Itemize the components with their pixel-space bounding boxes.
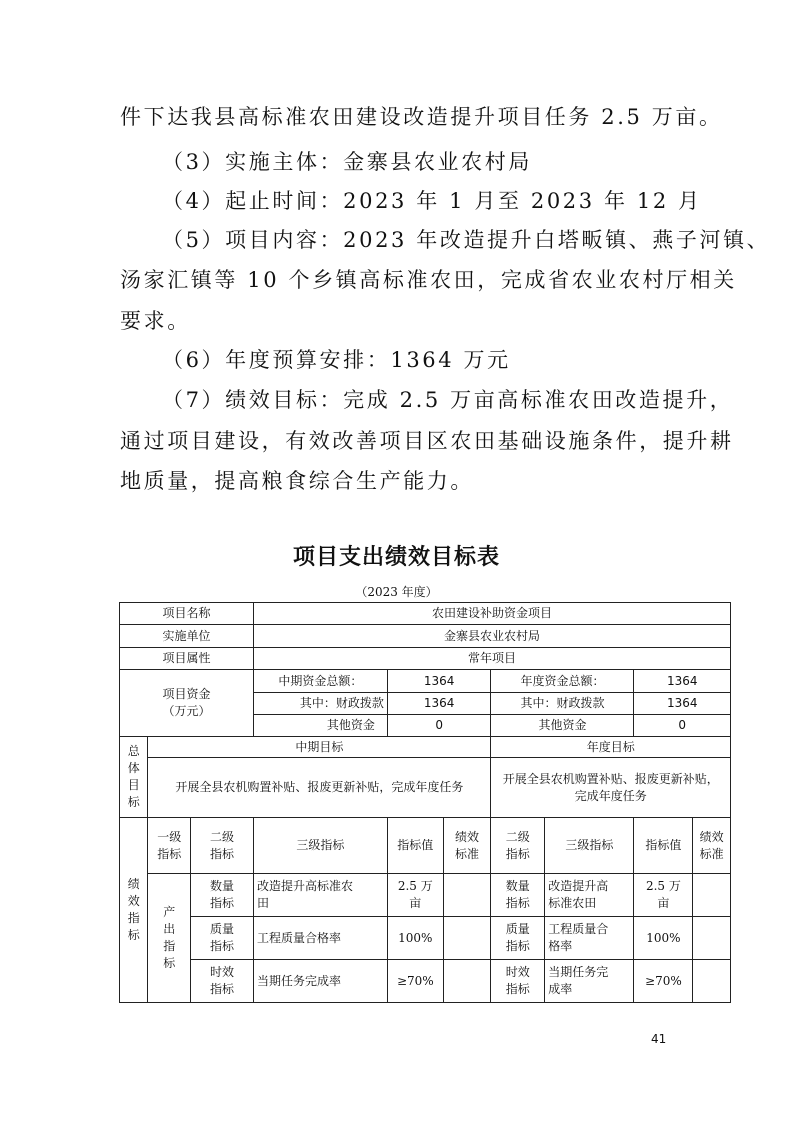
table-row (120, 670, 731, 693)
level2-cell (491, 874, 545, 917)
paragraph-line: 汤家汇镇等 10 个乡镇高标准农田，完成省农业农村厅相关 (120, 268, 737, 292)
header-text: 一级 (157, 829, 182, 844)
overall-goal-char: 体 (127, 761, 140, 775)
cell-text: 指标 (209, 896, 234, 910)
cell-text: 田 (256, 896, 269, 910)
level3-cell: 工程质量合格率 (253, 917, 387, 960)
table-year: （2023 年度） (355, 585, 438, 599)
perf-indicator-label (120, 818, 148, 1003)
cell-text: 数量 (505, 879, 530, 893)
year-total-value: 1364 (634, 670, 731, 693)
cell-text: 时效 (505, 965, 530, 979)
page-number: 41 (651, 1032, 667, 1046)
attr-value: 常年项目 (253, 648, 730, 670)
header-standard (443, 818, 491, 874)
cell-text: 指标 (209, 982, 234, 996)
header-text: 标准 (455, 846, 480, 861)
value-cell (387, 874, 443, 917)
funds-label (120, 670, 254, 737)
value-cell: ≥70% (634, 960, 693, 1003)
header-level2 (191, 818, 254, 874)
paragraph-line: （5）项目内容：2023 年改造提升白塔畈镇、燕子河镇、 (162, 228, 771, 252)
header-level3: 三级指标 (545, 818, 634, 874)
perf-char: 标 (127, 928, 140, 942)
paragraph-line: 要求。 (120, 309, 191, 333)
mid-other-label: 其他资金 (253, 715, 387, 737)
table-row (120, 960, 731, 1003)
project-name-label: 项目名称 (120, 603, 254, 625)
paragraph-line: （6）年度预算安排：1364 万元 (162, 348, 511, 372)
cell-text: 当期任务完 (548, 965, 609, 979)
cell-text: 质量 (505, 922, 530, 936)
header-value: 指标值 (387, 818, 443, 874)
value-cell: 100% (634, 917, 693, 960)
level2-cell (191, 917, 254, 960)
header-text: 绩效 (699, 829, 724, 844)
output-indicator-label (148, 874, 191, 1003)
cell-text: 2.5 万 (645, 879, 681, 893)
header-text: 标准 (699, 846, 724, 861)
output-char: 标 (163, 956, 176, 970)
mid-total-value: 1364 (387, 670, 491, 693)
output-char: 出 (163, 922, 176, 936)
unit-value: 金寨县农业农村局 (253, 625, 730, 648)
standard-cell (693, 960, 731, 1003)
year-fiscal-value: 1364 (634, 693, 731, 715)
mid-total-label: 中期资金总额： (253, 670, 387, 693)
table-title: 项目支出绩效目标表 (292, 545, 500, 570)
paragraph-line: 件下达我县高标准农田建设改造提升项目任务 2.5 万亩。 (120, 105, 723, 129)
level2-cell (491, 960, 545, 1003)
perf-char: 指 (127, 911, 140, 925)
cell-text: 工程质量合 (548, 922, 609, 936)
header-text: 绩效 (455, 829, 480, 844)
header-text: 指标 (157, 846, 182, 861)
header-text: 指标 (209, 846, 234, 861)
cell-text: 改造提升高标准农 (256, 879, 353, 893)
mid-other-value: 0 (387, 715, 491, 737)
cell-text: 亩 (657, 896, 670, 910)
funds-unit-text: （万元） (162, 704, 211, 718)
table-row (120, 737, 731, 758)
level3-cell (545, 960, 634, 1003)
cell-text: 格率 (548, 939, 573, 953)
attr-label: 项目属性 (120, 648, 254, 670)
level2-cell (191, 960, 254, 1003)
paragraph-line: （4）起止时间：2023 年 1 月至 2023 年 12 月 (162, 189, 702, 213)
level3-cell (253, 874, 387, 917)
header-text: 指标 (505, 846, 530, 861)
table-row (120, 874, 731, 917)
overall-goal-char: 总 (127, 744, 140, 758)
level3-cell (545, 917, 634, 960)
year-goal-text (491, 758, 731, 818)
mid-fiscal-value: 1364 (387, 693, 491, 715)
year-goal-header: 年度目标 (491, 737, 731, 758)
unit-label: 实施单位 (120, 625, 254, 648)
table-row (120, 625, 731, 648)
mid-fiscal-label: 其中：财政拨款 (253, 693, 387, 715)
project-name-value: 农田建设补助资金项目 (253, 603, 730, 625)
table-row (120, 917, 731, 960)
level3-cell: 当期任务完成率 (253, 960, 387, 1003)
paragraph-line: 地质量，提高粮食综合生产能力。 (120, 469, 474, 493)
header-text: 二级 (505, 829, 530, 844)
standard-cell (693, 874, 731, 917)
year-fiscal-label: 其中：财政拨款 (491, 693, 634, 715)
table-row (120, 818, 731, 874)
cell-text: 改造提升高 (548, 879, 609, 893)
level2-cell (191, 874, 254, 917)
cell-text: 标准农田 (548, 896, 597, 910)
funds-label-text: 项目资金 (162, 687, 211, 701)
header-level3: 三级指标 (253, 818, 387, 874)
header-standard (693, 818, 731, 874)
value-cell: ≥70% (387, 960, 443, 1003)
cell-text: 2.5 万 (397, 879, 433, 893)
year-other-value: 0 (634, 715, 731, 737)
overall-goal-char: 标 (127, 795, 140, 809)
table-row (120, 603, 731, 625)
year-goal-line: 开展全县农机购置补贴、报废更新补贴， (502, 771, 719, 786)
performance-target-table (119, 602, 731, 1003)
year-total-label: 年度资金总额： (491, 670, 634, 693)
cell-text: 指标 (209, 939, 234, 953)
value-cell (634, 874, 693, 917)
overall-goal-label (120, 737, 148, 818)
cell-text: 数量 (209, 879, 234, 893)
value-cell: 100% (387, 917, 443, 960)
header-level1 (148, 818, 191, 874)
table-row (120, 758, 731, 818)
year-other-label: 其他资金 (491, 715, 634, 737)
header-value: 指标值 (634, 818, 693, 874)
perf-char: 绩 (127, 877, 140, 891)
cell-text: 指标 (505, 939, 530, 953)
paragraph-line: （7）绩效目标：完成 2.5 万亩高标准农田改造提升， (162, 388, 734, 412)
cell-text: 成率 (548, 982, 573, 996)
standard-cell (443, 874, 491, 917)
cell-text: 质量 (209, 922, 234, 936)
cell-text: 指标 (505, 896, 530, 910)
table-row (120, 648, 731, 670)
paragraph-line: （3）实施主体：金寨县农业农村局 (162, 150, 532, 174)
level3-cell (545, 874, 634, 917)
paragraph-line: 通过项目建设，有效改善项目区农田基础设施条件，提升耕 (120, 429, 734, 453)
output-char: 产 (163, 905, 176, 919)
cell-text: 亩 (409, 896, 422, 910)
mid-goal-text: 开展全县农机购置补贴、报废更新补贴，完成年度任务 (148, 758, 491, 818)
year-goal-line: 完成年度任务 (574, 788, 647, 803)
header-text: 二级 (209, 829, 234, 844)
header-level2 (491, 818, 545, 874)
cell-text: 指标 (505, 982, 530, 996)
standard-cell (693, 917, 731, 960)
overall-goal-char: 目 (127, 778, 140, 792)
output-char: 指 (163, 939, 176, 953)
level2-cell (491, 917, 545, 960)
standard-cell (443, 960, 491, 1003)
perf-char: 效 (127, 894, 140, 908)
standard-cell (443, 917, 491, 960)
mid-goal-header: 中期目标 (148, 737, 491, 758)
cell-text: 时效 (209, 965, 234, 979)
